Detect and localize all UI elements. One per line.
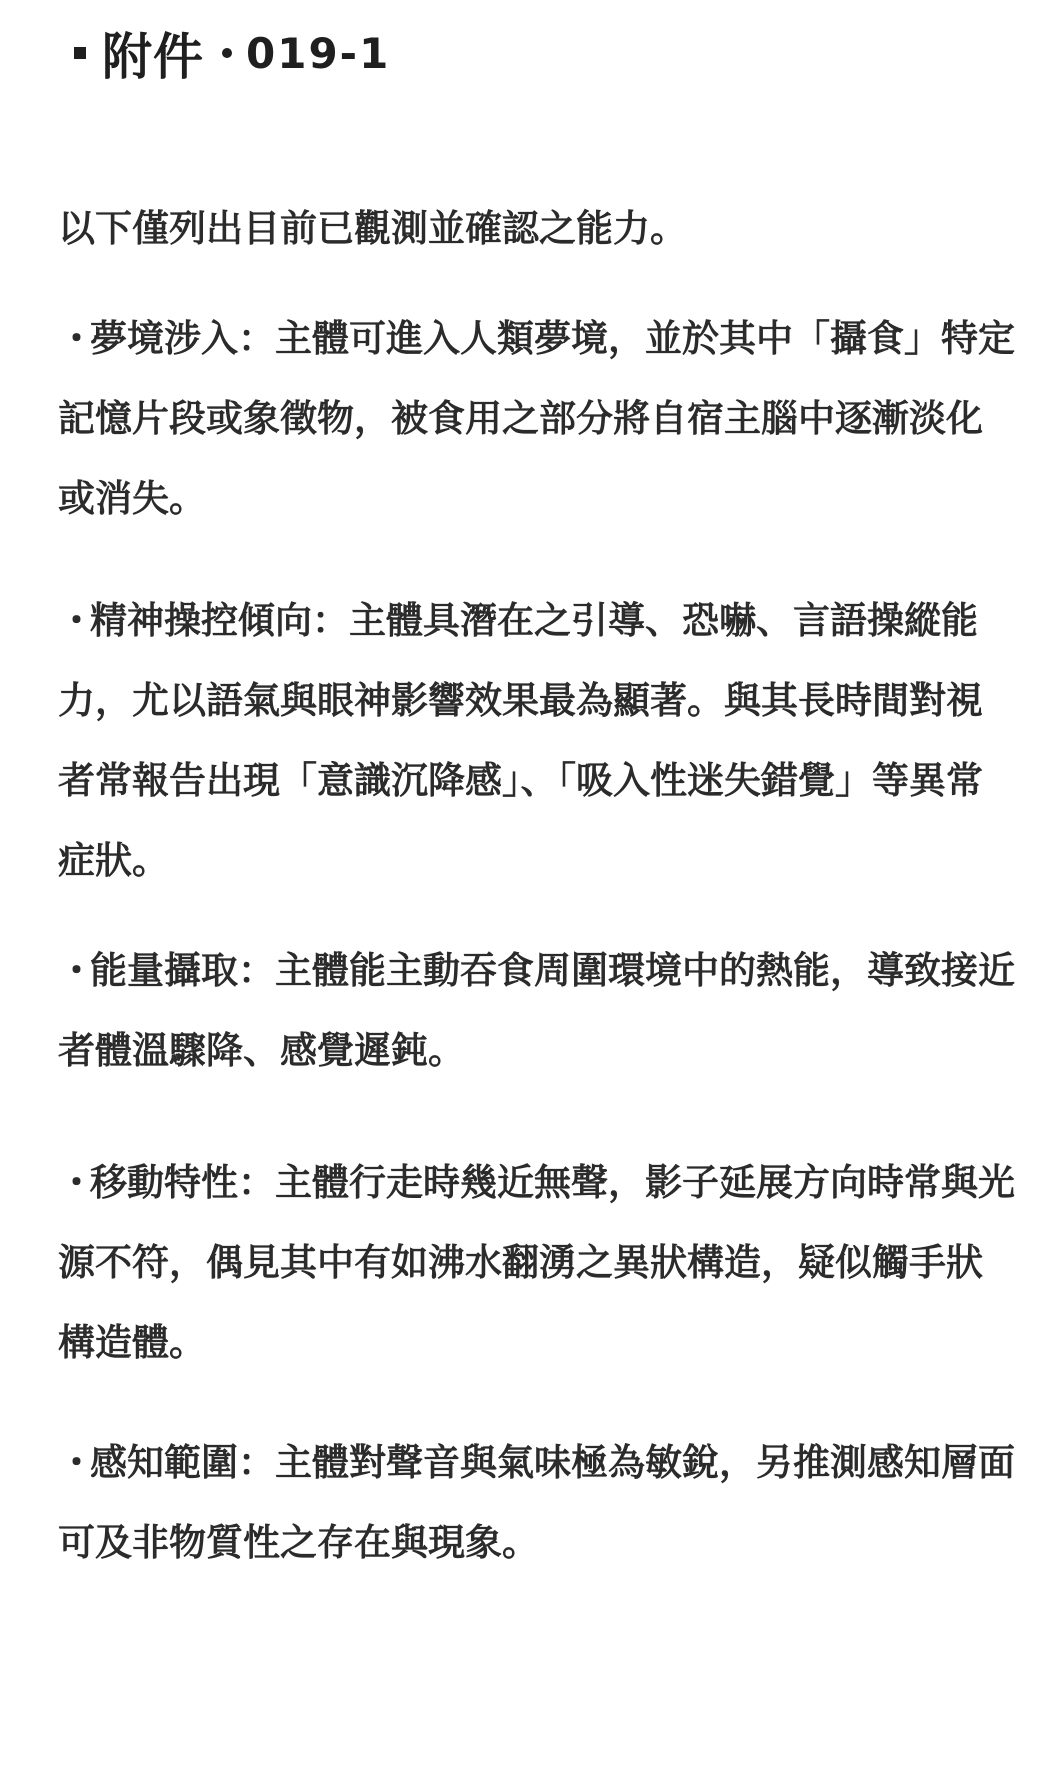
ability-item-dream [58, 298, 1018, 538]
ability-text: 精神操控傾向：主體具潛在之引導、恐嚇、言語操縱能力，尤以語氣與眼神影響效果最為顯著。與其長時間對視者常報告出現「意識沉降感」、「吸入性迷失錯覺」等異常症狀。 [58, 598, 983, 882]
bullet-mark: ・ [58, 598, 95, 642]
ability-item-energy [58, 930, 1018, 1090]
ability-item-movement [58, 1142, 1018, 1382]
intro-paragraph: 以下僅列出目前已觀測並確認之能力。 [58, 206, 687, 250]
square-bullet-icon [74, 47, 86, 59]
ability-item-perception [58, 1422, 1018, 1582]
document-header [74, 14, 390, 92]
ability-text: 夢境涉入：主體可進入人類夢境，並於其中「攝食」特定記憶片段或象徵物，被食用之部分將自宿主腦中逐漸淡化或消失。 [58, 316, 1015, 520]
ability-text: 感知範圍：主體對聲音與氣味極為敏銳，另推測感知層面可及非物質性之存在與現象。 [58, 1440, 1015, 1564]
bullet-mark: ・ [58, 1440, 95, 1484]
ability-item-mind-control [58, 580, 1018, 900]
bullet-mark: ・ [58, 1160, 95, 1204]
ability-text: 移動特性：主體行走時幾近無聲，影子延展方向時常與光源不符，偶見其中有如沸水翻湧之異狀構造，疑似觸手狀構造體。 [58, 1160, 1015, 1364]
bullet-mark: ・ [58, 948, 95, 992]
header-title: 附件 [102, 28, 204, 86]
ability-text: 能量攝取：主體能主動吞食周圍環境中的熱能，導致接近者體溫驟降、感覺遲鈍。 [58, 948, 1015, 1072]
header-code: 019-1 [246, 28, 391, 78]
bullet-mark: ・ [58, 316, 95, 360]
middle-dot-icon [222, 48, 232, 58]
